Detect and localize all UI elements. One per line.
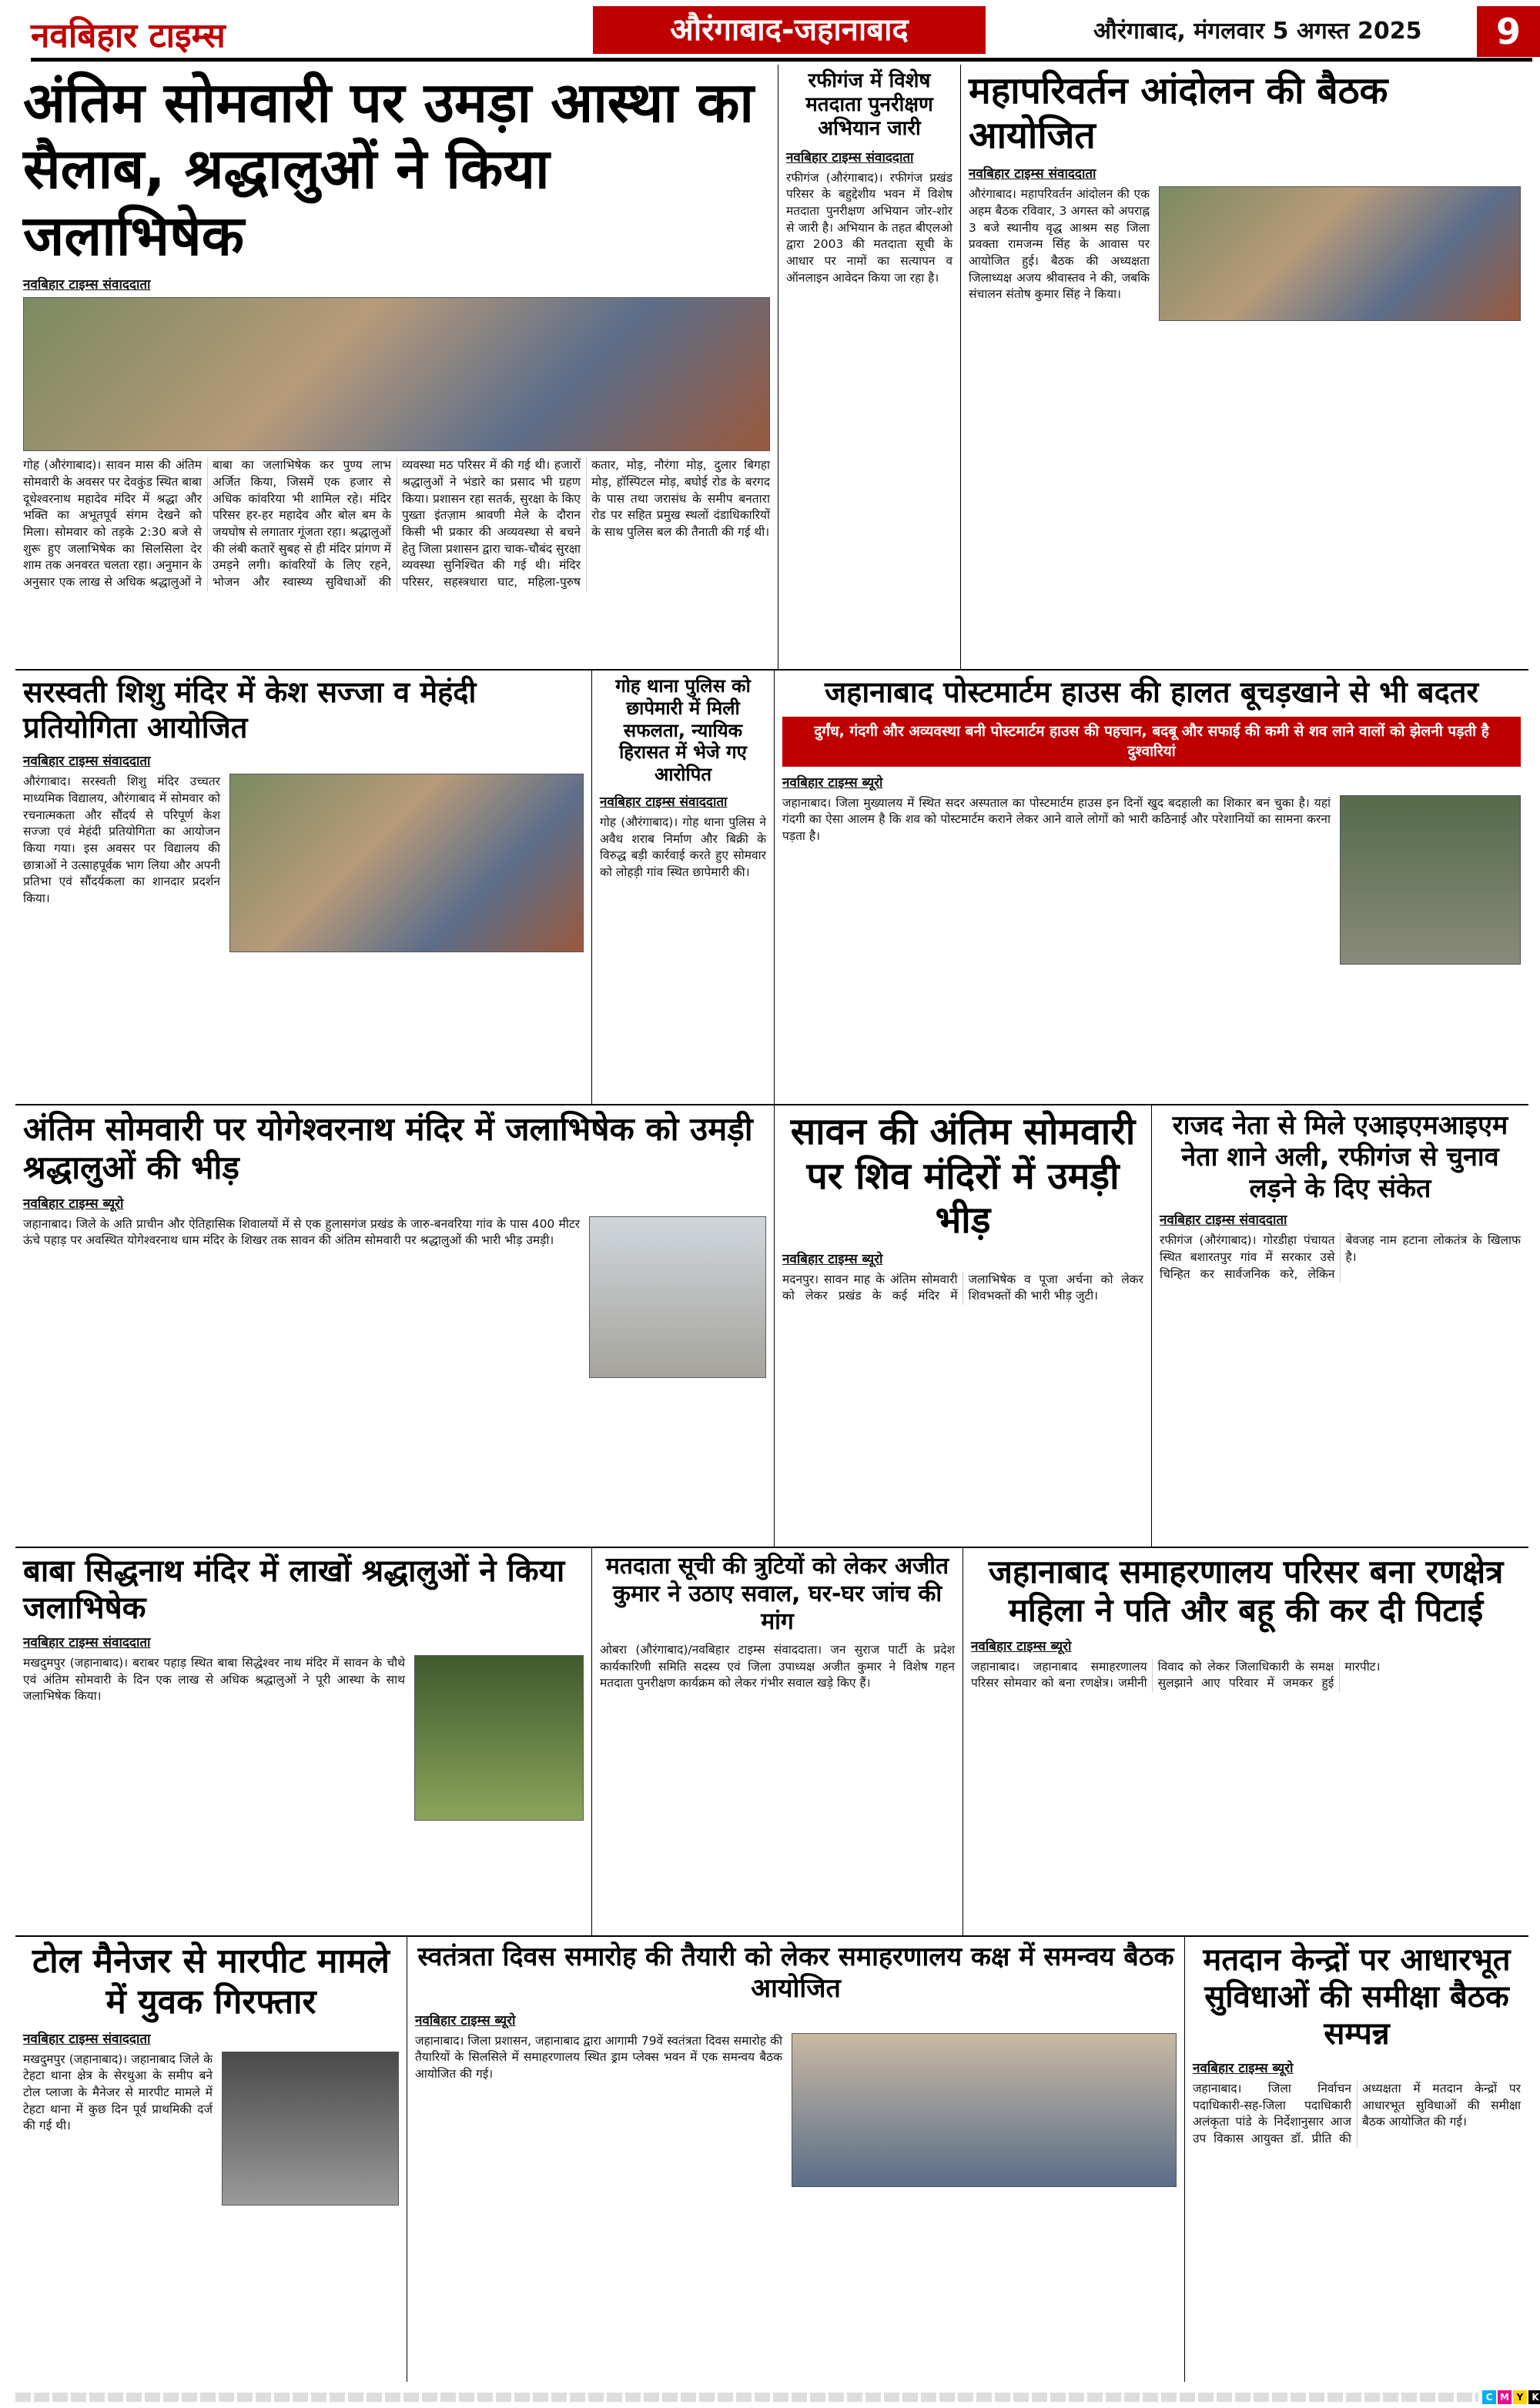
cmyk-c: C	[1482, 2390, 1496, 2404]
headline-a12: जहानाबाद समाहरणालय परिसर बना रणक्षेत्र महिला ने पति और बहू की कर दी पिटाई	[988, 1553, 1504, 1630]
article-a15-body: जहानाबाद। जिला निर्वाचन पदाधिकारी-सह-जिला पदाधिकारी अलंकृता पांडे के निर्देशानुसार आज उप विकास आयुक्त डॉ. प्रीति की अध्यक्षता में मतदान केन्द्रों पर आधारभूत सुविधाओं की समीक्षा बैठक आयोजित की गई।	[1193, 2082, 1521, 2146]
byline: नवबिहार टाइम्स संवाददाता	[23, 277, 151, 293]
article-a8	[774, 1105, 1151, 1547]
article-a14-body: जहानाबाद। जिला प्रशासन, जहानाबाद द्वारा आगामी 79वें स्वतंत्रता दिवस समारोह की तैयारियों के सिलसिले में समाहरणालय स्थित ड्राम प्लेक्स भवन में एक समन्वय बैठक आयोजित की गई।	[415, 2033, 782, 2081]
row-4	[15, 1547, 1528, 1935]
cmyk-m: M	[1498, 2390, 1512, 2404]
article-a3	[960, 65, 1528, 669]
article-a13	[15, 1937, 407, 2382]
headline-a15: मतदान केन्द्रों पर आधारभूत सुविधाओं की समीक्षा बैठक सम्पन्न	[1203, 1942, 1511, 2052]
photo-meeting	[1159, 186, 1521, 321]
byline: नवबिहार टाइम्स संवाददाता	[23, 2031, 151, 2047]
article-a10	[15, 1548, 591, 1935]
page-content	[15, 65, 1539, 2406]
article-a2-body: रफीगंज (औरंगाबाद)। रफीगंज प्रखंड परिसर के बहुद्देशीय भवन में विशेष मतदाता पुनरीक्षण अभियान जोर-शोर से जारी है। अभियान के तहत बीएलओ द्वारा 2003 की मतदाता सूची के आधार पर नामों का सत्यापन व ऑनलाइन आवेदन किया जा रहा है।	[786, 170, 952, 285]
footer-bar	[15, 2393, 1478, 2402]
article-a6	[774, 671, 1528, 1104]
photo-competition	[229, 774, 584, 952]
headline-a13: टोल मैनेजर से मारपीट मामले में युवक गिरफ्तार	[32, 1941, 390, 2022]
byline: नवबिहार टाइम्स ब्यूरो	[1193, 2061, 1294, 2076]
byline: नवबिहार टाइम्स संवाददाता	[969, 166, 1096, 182]
article-a7-body: जहानाबाद। जिले के अति प्राचीन और ऐतिहासिक शिवालयों में से एक हुलासगंज प्रखंड के जारु-बनवरिया गांव के पास 400 मीटर ऊंचे पहाड़ पर अवस्थित योगेश्वरनाथ धाम मंदिर के शिखर तक सावन की अंतिम सोमवारी पर श्रद्धालुओं की भारी भीड़ उमड़ी।	[23, 1216, 580, 1248]
byline: नवबिहार टाइम्स ब्यूरो	[415, 2012, 516, 2028]
headline-a8: सावन की अंतिम सोमवारी पर शिव मंदिरों में उमड़ी भीड़	[790, 1110, 1136, 1242]
byline: नवबिहार टाइम्स ब्यूरो	[782, 1251, 883, 1267]
photo-handcuffs	[222, 2052, 399, 2206]
article-a15	[1184, 1937, 1528, 2382]
headline-a7: अंतिम सोमवारी पर योगेश्वरनाथ मंदिर में जलाभिषेक को उमड़ी श्रद्धालुओं की भीड़	[23, 1110, 753, 1187]
photo-jalabhishek	[414, 1655, 584, 1821]
byline: नवबिहार टाइम्स संवाददाता	[23, 754, 151, 770]
article-a4	[15, 671, 591, 1104]
article-a12	[962, 1548, 1528, 1935]
headline-a3: महापरिवर्तन आंदोलन की बैठक आयोजित	[969, 69, 1388, 157]
edition-banner: औरंगाबाद-जहानाबाद	[593, 6, 986, 54]
photo-postmortem-house	[1340, 795, 1521, 965]
byline: नवबिहार टाइम्स संवाददाता	[1160, 1212, 1287, 1229]
article-a9	[1151, 1105, 1528, 1547]
article-a6-body: जहानाबाद। जिला मुख्यालय में स्थित सदर अस्पताल का पोस्टमार्टम हाउस इन दिनों खुद बदहाली का शिकार बन चुका है। यहां गंदगी का ऐसा आलम है कि शव को पोस्टमार्टम कराने लेकर आने वाले लोगों को भारी कठिनाई और परेशानियों का सामना करना पड़ता है।	[782, 795, 1331, 844]
headline-a11: मतदाता सूची की त्रुटियों को लेकर अजीत कुमार ने उठाए सवाल, घर-घर जांच की मांग	[605, 1553, 949, 1635]
byline: नवबिहार टाइम्स ब्यूरो	[971, 1638, 1072, 1654]
article-a1	[15, 65, 778, 669]
article-a5-body: गोह (औरंगाबाद)। गोह थाना पुलिस ने अवैध शराब निर्माण और बिक्री के विरुद्ध बड़ी कार्रवाई करते हुए सोमवार को लोहड़ी गांव स्थित छापेमारी की।	[600, 814, 766, 880]
photo-devotees-queue	[23, 297, 770, 451]
subheadline-a6: दुर्गंध, गंदगी और अव्यवस्था बनी पोस्टमार्टम हाउस की पहचान, बदबू और सफाई की कमी से शव लाने वालों को झेलनी पड़ती है दुश्वारियां	[782, 717, 1521, 767]
row-2	[15, 669, 1528, 1104]
article-a7	[15, 1105, 774, 1547]
headline-a2: रफीगंज में विशेष मतदाता पुनरीक्षण अभियान जारी	[805, 69, 933, 141]
masthead: नवबिहार टाइम्स	[31, 16, 226, 55]
headline-a5: गोह थाना पुलिस को छापेमारी में मिली सफलता, न्यायिक हिरासत में भेजे गए आरोपित	[615, 675, 751, 786]
byline: नवबिहार टाइम्स संवाददाता	[786, 149, 914, 166]
headline-a6: जहानाबाद पोस्टमार्टम हाउस की हालत बूचड़खाने से भी बदतर	[824, 675, 1478, 709]
issue-date: औरंगाबाद, मंगलवार 5 अगस्त 2025	[1093, 18, 1422, 45]
byline: नवबिहार टाइम्स संवाददाता	[23, 1635, 151, 1650]
article-a1-body: गोह (औरंगाबाद)। सावन मास की अंतिम सोमवारी के अवसर पर देवकुंड स्थित बाबा दूधेश्वरनाथ महादेव मंदिर में श्रद्धा और भक्ति का अभूतपूर्व संगम देखने को मिला। सोमवार को तड़के 2:30 बजे से शुरू हुए जलाभिषेक का सिलसिला देर शाम तक अनवरत चलता रहा। अनुमान के अनुसार एक लाख से अधिक श्रद्धालुओं ने बाबा का जलाभिषेक कर पुण्य लाभ अर्जित किया, जिसमें एक हजार से अधिक कांवरिया भी शामिल रहे। मंदिर परिसर हर-हर महादेव और बोल बम के जयघोष से लगातार गूंजता रहा। श्रद्धालुओं की लंबी कतारें सुबह से ही मंदिर प्रांगण में उमड़ने लगी। कांवरियों के लिए रहने, भोजन और स्वास्थ्य सुविधाओं की व्यवस्था मठ परिसर में की गई थी। हजारों श्रद्धालुओं ने भंडारे का प्रसाद भी ग्रहण किया। प्रशासन रहा सतर्क, सुरक्षा के किए पुख्ता इंतज़ाम श्रावणी मेले के दौरान किसी भी प्रकार की अव्यवस्था से बचने हेतु जिला प्रशासन द्वारा चाक-चौबंद सुरक्षा व्यवस्था सुनिश्चित की गई थी। मंदिर परिसर, सहस्त्रधारा घाट, महिला-पुरुष कतार, मोड़, नौरंगा मोड़, दुलार बिगहा मोड़, हॉस्पिटल मोड़, बघोई रोड के बरगद के पास तथा जरासंध के समीप बनतारा रोड पर सहित प्रमुख स्थलों दंडाधिकारियों के साथ पुलिस बल की तैनाती की गई थी।	[23, 458, 770, 589]
article-a4-body: औरंगाबाद। सरस्वती शिशु मंदिर उच्चतर माध्यमिक विद्यालय, औरंगाबाद में सोमवार को रचनात्मकता और सौंदर्य से परिपूर्ण केश सज्जा एवं मेहंदी प्रतियोगिता का आयोजन किया गया। इस अवसर पर विद्यालय की छात्राओं ने उत्साहपूर्वक भाग लिया और अपनी प्रतिभा एवं सौंदर्यकला का शानदार प्रदर्शन किया।	[23, 774, 220, 905]
byline: नवबिहार टाइम्स ब्यूरो	[23, 1196, 124, 1212]
row-1	[15, 65, 1528, 669]
article-a10-body: मखदुमपुर (जहानाबाद)। बराबर पहाड़ स्थित बाबा सिद्धेश्वर नाथ मंदिर में सावन के चौथे एवं अंतिम सोमवारी के दिन एक लाख से अधिक श्रद्धालुओं ने पूरी आस्था के साथ जलाभिषेक किया।	[23, 1656, 405, 1704]
article-a3-body: औरंगाबाद। महापरिवर्तन आंदोलन की एक अहम बैठक रविवार, 3 अगस्त को अपराह्न 3 बजे स्थानीय वृद्ध आश्रम सह जिला प्रवक्ता रामजन्म सिंह के आवास पर आयोजित हुई। बैठक की अध्यक्षता जिलाध्यक्ष अजय श्रीवास्तव ने की, जबकि संचालन संतोष कुमार सिंह ने किया।	[969, 187, 1150, 302]
article-a9-body: रफीगंज (औरंगाबाद)। गोरडीहा पंचायत स्थित बशारतपुर गांव में सरकार उसे चिन्हित कर सार्वजनिक करे, लेकिन बेवजह नाम हटाना लोकतंत्र के खिलाफ है।	[1160, 1233, 1521, 1281]
photo-temple	[589, 1216, 766, 1378]
row-3	[15, 1104, 1528, 1547]
article-a8-body: मदनपुर। सावन माह के अंतिम सोमवारी को लेकर प्रखंड के कई मंदिर में जलाभिषेक व पूजा अर्चना को लेकर शिवभक्तों की भारी भीड़ जुटी।	[782, 1272, 1143, 1303]
article-a14	[407, 1937, 1184, 2382]
headline-a10: बाबा सिद्धनाथ मंदिर में लाखों श्रद्धालुओं ने किया जलाभिषेक	[23, 1553, 565, 1626]
article-a13-body: मखदुमपुर (जहानाबाद)। जहानाबाद जिले के टेहटा थाना क्षेत्र के सेरथुआ के समीप बने टोल प्लाजा के मैनेजर से मारपीट मामले में टेहटा थाना में कुछ दिन पूर्व प्राथमिकी दर्ज की गई थी।	[23, 2052, 213, 2133]
article-a11	[591, 1548, 962, 1935]
byline: नवबिहार टाइम्स ब्यूरो	[782, 774, 883, 791]
cmyk-y: Y	[1513, 2390, 1527, 2404]
page-number: 9	[1477, 6, 1540, 57]
photo-coordination-meeting	[792, 2033, 1177, 2187]
byline: नवबिहार टाइम्स संवाददाता	[600, 794, 728, 810]
headline-a1: अंतिम सोमवारी पर उमड़ा आस्था का सैलाब, श्रद्धालुओं ने किया जलाभिषेक	[23, 70, 755, 268]
article-a11-body: ओबरा (औरंगाबाद)/नवबिहार टाइम्स संवाददाता। जन सुराज पार्टी के प्रदेश कार्यकारिणी समिति सदस्य एवं जिला उपाध्यक्ष अजीत कुमार ने विशेष गहन मतदाता पुनरीक्षण कार्यक्रम को लेकर गंभीर सवाल खड़े किए हैं।	[600, 1643, 955, 1691]
headline-a14: स्वतंत्रता दिवस समारोह की तैयारी को लेकर समाहरणालय कक्ष में समन्वय बैठक आयोजित	[417, 1941, 1174, 2004]
headline-a9: राजद नेता से मिले एआइएमआइएम नेता शाने अली, रफीगंज से चुनाव लड़ने के दिए संकेत	[1172, 1110, 1508, 1204]
article-a2	[778, 65, 960, 669]
row-5	[15, 1935, 1528, 2382]
header-rule	[31, 58, 1532, 62]
article-a12-body: जहानाबाद। जहानाबाद समाहरणालय परिसर सोमवार को बना रणक्षेत्र। जमीनी विवाद को लेकर जिलाधिकारी के समक्ष सुलझाने आए परिवार में जमकर हुई मारपीट।	[971, 1659, 1381, 1691]
footer	[15, 2388, 1540, 2406]
headline-a4: सरस्वती शिशु मंदिर में केश सज्जा व मेहंदी प्रतियोगिता आयोजित	[23, 675, 477, 744]
cmyk-k: K	[1528, 2390, 1540, 2404]
article-a5	[591, 671, 774, 1104]
